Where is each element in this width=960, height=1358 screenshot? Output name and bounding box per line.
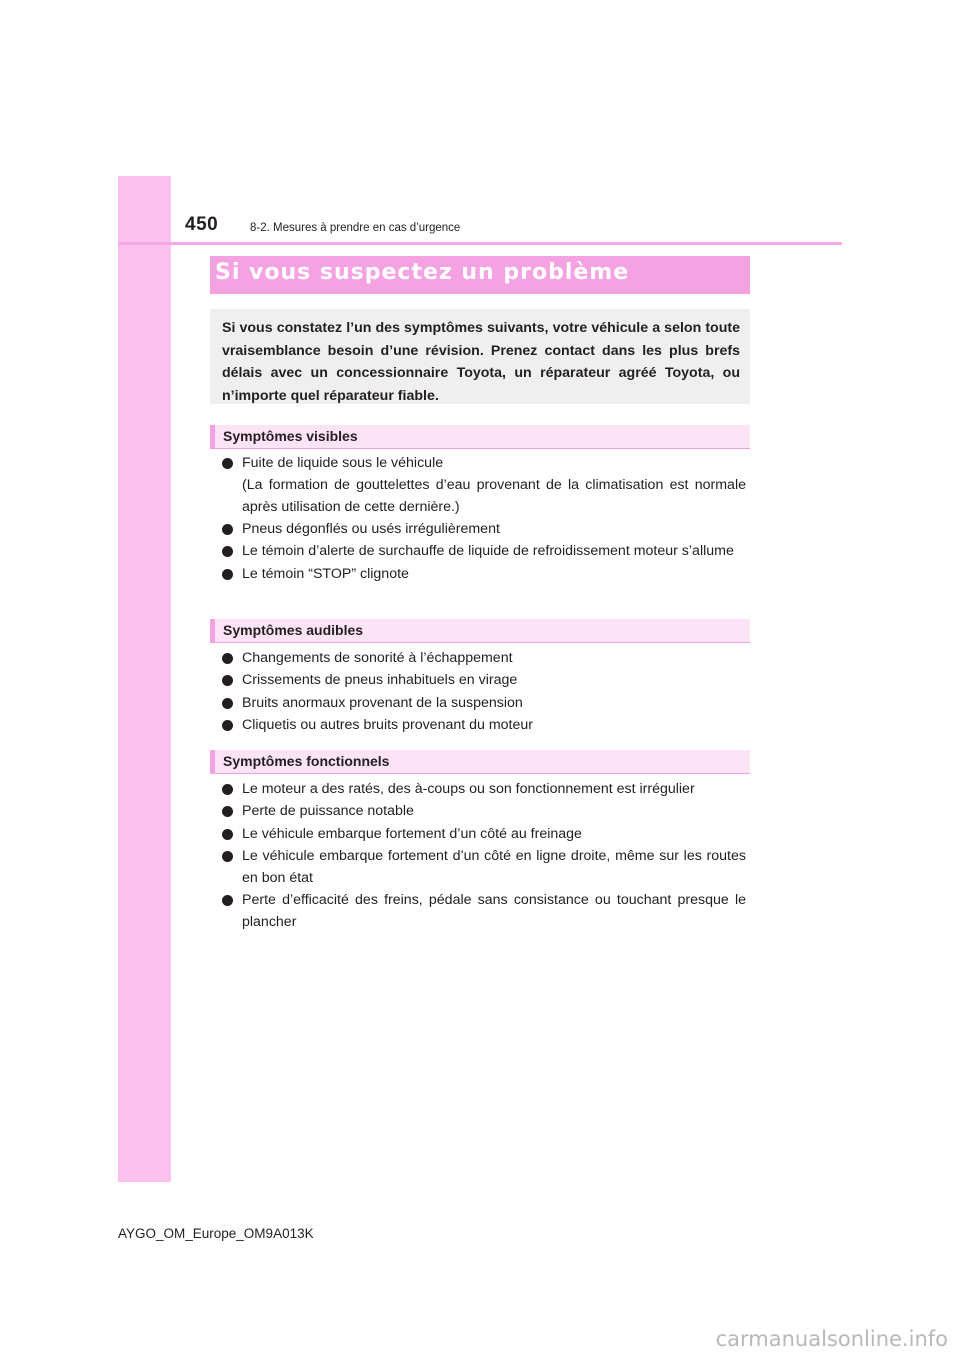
bullet-icon — [222, 829, 233, 840]
list-item: Le véhicule embarque fortement d’un côté en ligne droite, même sur les routes en bon état — [222, 846, 746, 890]
bullet-icon — [222, 675, 233, 686]
list-item: Fuite de liquide sous le véhicule (La formation de gouttelettes d’eau provenant de la climatisation est normale après utilisation de cette dernière.) — [222, 453, 746, 518]
bullet-icon — [222, 784, 233, 795]
bullet-icon — [222, 698, 233, 709]
list-item: Pneus dégonflés ou usés irrégulièrement — [222, 519, 746, 541]
bullet-icon — [222, 895, 233, 906]
header-tab — [118, 176, 171, 244]
section-heading-fonctionnels — [210, 750, 750, 774]
section-heading-label: Symptômes fonctionnels — [223, 753, 390, 769]
bullet-icon — [222, 653, 233, 664]
bullet-icon — [222, 546, 233, 557]
list-item: Le témoin d’alerte de surchauffe de liquide de refroidissement moteur s’allume — [222, 541, 746, 563]
list-item: Le moteur a des ratés, des à-coups ou son fonctionnement est irrégulier — [222, 779, 746, 801]
list-audibles — [222, 648, 746, 738]
list-item: Le témoin “STOP” clignote — [222, 564, 746, 586]
header-rule — [118, 242, 842, 245]
list-item: Perte d’efficacité des freins, pédale sans consistance ou touchant presque le plancher — [222, 890, 746, 934]
list-item: Bruits anormaux provenant de la suspension — [222, 693, 746, 715]
watermark: carmanualsonline.info — [715, 1327, 948, 1351]
list-item: Changements de sonorité à l’échappement — [222, 648, 746, 670]
page-title: Si vous suspectez un problème — [215, 260, 630, 285]
section-heading-label: Symptômes visibles — [223, 428, 358, 444]
page-number: 450 — [185, 214, 219, 235]
bullet-icon — [222, 569, 233, 580]
section-heading-visibles — [210, 425, 750, 449]
bullet-icon — [222, 720, 233, 731]
footer-code: AYGO_OM_Europe_OM9A013K — [118, 1226, 314, 1241]
list-visibles — [222, 453, 746, 586]
bullet-icon — [222, 851, 233, 862]
list-item: Crissements de pneus inhabituels en virage — [222, 670, 746, 692]
bullet-icon — [222, 524, 233, 535]
chapter-title: 8-2. Mesures à prendre en cas d’urgence — [250, 222, 461, 234]
bullet-icon — [222, 806, 233, 817]
list-item: Perte de puissance notable — [222, 801, 746, 823]
bullet-icon — [222, 458, 233, 469]
section-heading-label: Symptômes audibles — [223, 622, 364, 638]
list-fonctionnels — [222, 779, 746, 935]
list-item: Le véhicule embarque fortement d’un côté au freinage — [222, 824, 746, 846]
list-item: Cliquetis ou autres bruits provenant du moteur — [222, 715, 746, 737]
intro-text: Si vous constatez l’un des symptômes suivants, votre véhicule a selon toute vraisemblance besoin d’une révision. Prenez contact dans les plus brefs délais avec un concessionnaire Toyota, un réparateur agréé Toyota, ou n’importe quel réparateur fiable. — [222, 320, 740, 404]
intro-box — [210, 309, 750, 404]
side-band — [118, 176, 171, 1182]
section-heading-audibles — [210, 619, 750, 643]
